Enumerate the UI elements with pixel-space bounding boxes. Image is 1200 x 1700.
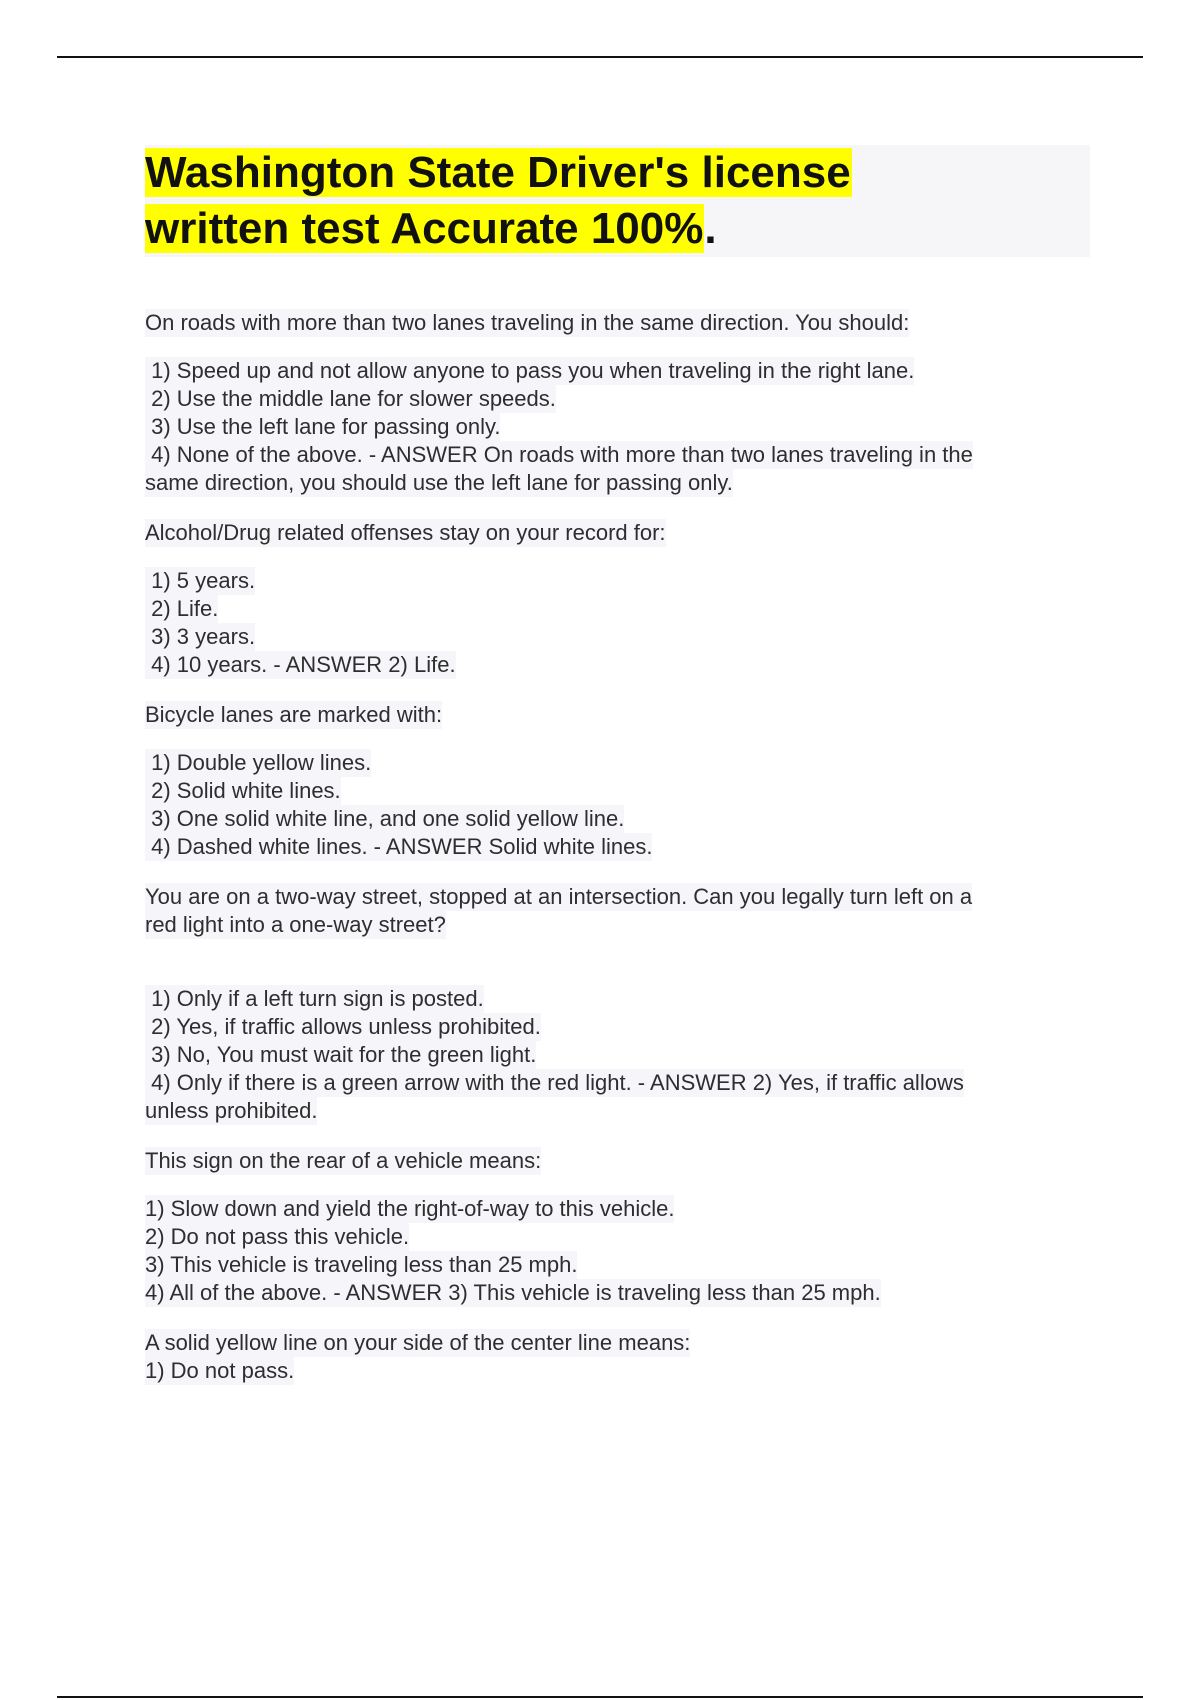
question-prompt: This sign on the rear of a vehicle means: xyxy=(145,1148,542,1173)
question-list xyxy=(145,309,1090,1385)
title-block xyxy=(145,145,1090,257)
question-4 xyxy=(145,883,1090,1125)
title-line-2-tail: . xyxy=(704,204,717,253)
option-1: 1) Speed up and not allow anyone to pass you when traveling in the right lane. xyxy=(145,358,915,383)
question-1 xyxy=(145,309,1090,497)
option-1: 1) Double yellow lines. xyxy=(145,750,372,775)
option-2: 2) Use the middle lane for slower speeds. xyxy=(145,386,556,411)
option-2: 2) Do not pass this vehicle. xyxy=(145,1224,410,1249)
question-prompt: Bicycle lanes are marked with: xyxy=(145,702,443,727)
option-4-answer: 4) 10 years. - ANSWER 2) Life. xyxy=(145,652,456,677)
option-1: 1) Do not pass. xyxy=(145,1358,295,1383)
question-5 xyxy=(145,1147,1090,1307)
header-rule xyxy=(57,56,1143,58)
answer-continuation: same direction, you should use the left lane for passing only. xyxy=(145,470,733,495)
option-4-answer: 4) All of the above. - ANSWER 3) This vehicle is traveling less than 25 mph. xyxy=(145,1280,881,1305)
option-4-answer: 4) Dashed white lines. - ANSWER Solid white lines. xyxy=(145,834,653,859)
question-prompt: On roads with more than two lanes traveling in the same direction. You should: xyxy=(145,310,910,335)
option-2: 2) Life. xyxy=(145,596,219,621)
option-3: 3) One solid white line, and one solid yellow line. xyxy=(145,806,625,831)
option-3: 3) Use the left lane for passing only. xyxy=(145,414,501,439)
option-1: 1) Only if a left turn sign is posted. xyxy=(145,986,484,1011)
question-2 xyxy=(145,519,1090,679)
question-prompt: A solid yellow line on your side of the center line means: xyxy=(145,1330,691,1355)
title-line-2-highlight: written test Accurate 100% xyxy=(145,204,704,253)
option-1: 1) Slow down and yield the right-of-way to this vehicle. xyxy=(145,1196,675,1221)
title-line-1: Washington State Driver's license xyxy=(145,148,851,197)
question-3 xyxy=(145,701,1090,861)
option-4-answer: 4) Only if there is a green arrow with the red light. - ANSWER 2) Yes, if traffic allows xyxy=(145,1070,964,1095)
question-prompt-continuation: red light into a one-way street? xyxy=(145,912,446,937)
option-3: 3) 3 years. xyxy=(145,624,256,649)
question-prompt: Alcohol/Drug related offenses stay on your record for: xyxy=(145,520,666,545)
option-3: 3) This vehicle is traveling less than 25 mph. xyxy=(145,1252,578,1277)
option-1: 1) 5 years. xyxy=(145,568,256,593)
question-prompt: You are on a two-way street, stopped at an intersection. Can you legally turn left on a xyxy=(145,884,973,909)
question-6 xyxy=(145,1329,1090,1385)
answer-continuation: unless prohibited. xyxy=(145,1098,318,1123)
document-page xyxy=(145,145,1090,1407)
option-2: 2) Solid white lines. xyxy=(145,778,341,803)
footer-rule xyxy=(57,1696,1143,1698)
option-3: 3) No, You must wait for the green light. xyxy=(145,1042,537,1067)
option-4-answer: 4) None of the above. - ANSWER On roads with more than two lanes traveling in the xyxy=(145,442,973,467)
option-2: 2) Yes, if traffic allows unless prohibited. xyxy=(145,1014,541,1039)
document-title xyxy=(145,145,1090,257)
